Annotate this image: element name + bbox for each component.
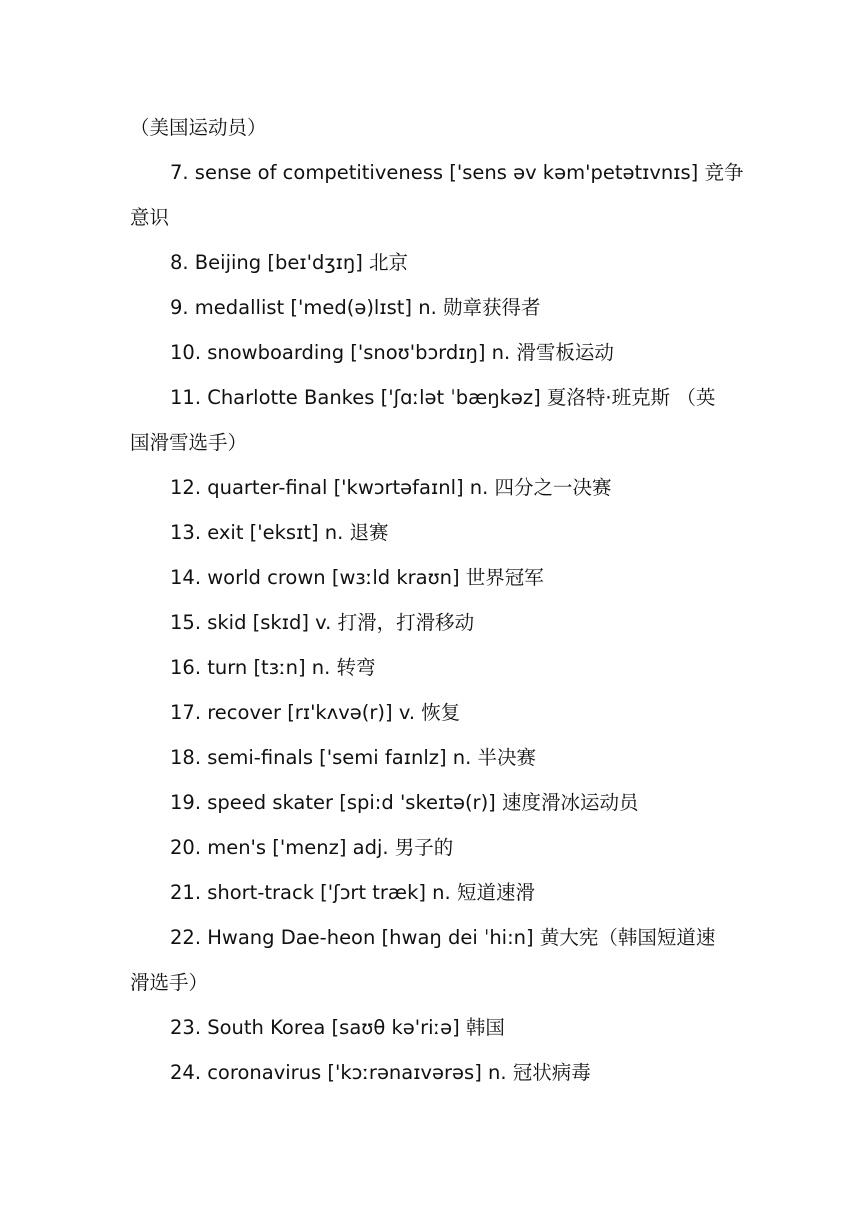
vocab-entry-23: 23. South Korea [saʊθ kə'riːə] 韩国: [170, 1016, 505, 1039]
text-line-continuation: 意识: [130, 206, 170, 229]
text-line-continuation: （美国运动员）: [130, 116, 267, 139]
vocab-entry-11: 11. Charlotte Bankes ['ʃɑːlət ˈbæŋkəz] 夏洛特·班克斯 （英: [170, 386, 716, 409]
vocab-entry-14: 14. world crown [wɜːld kraʊn] 世界冠军: [170, 566, 544, 589]
vocab-entry-20: 20. men's ['menz] adj. 男子的: [170, 836, 454, 859]
vocab-entry-8: 8. Beijing [beɪ'dʒɪŋ] 北京: [170, 251, 409, 274]
text-line-continuation: 滑选手）: [130, 971, 209, 994]
vocab-entry-13: 13. exit ['eksɪt] n. 退赛: [170, 521, 389, 544]
vocab-entry-15: 15. skid [skɪd] v. 打滑，打滑移动: [170, 611, 475, 634]
vocab-entry-21: 21. short-track ['ʃɔrt træk] n. 短道速滑: [170, 881, 535, 904]
vocab-entry-19: 19. speed skater [spi:d 'skeɪtə(r)] 速度滑冰运动员: [170, 791, 639, 814]
vocab-entry-24: 24. coronavirus ['kɔːrənaɪvərəs] n. 冠状病毒: [170, 1061, 591, 1084]
vocab-entry-17: 17. recover [rɪ'kʌvə(r)] v. 恢复: [170, 701, 461, 724]
text-line-continuation: 国滑雪选手）: [130, 431, 248, 454]
vocab-entry-18: 18. semi-finals ['semi faɪnlz] n. 半决赛: [170, 746, 537, 769]
vocab-entry-22: 22. Hwang Dae-heon [hwaŋ dei ˈhi:n] 黄大宪（韩国短道速: [170, 926, 716, 949]
vocab-entry-10: 10. snowboarding ['snoʊ'bɔrdɪŋ] n. 滑雪板运动: [170, 341, 614, 364]
vocab-entry-9: 9. medallist ['med(ə)lɪst] n. 勋章获得者: [170, 296, 541, 319]
vocab-entry-7: 7. sense of competitiveness ['sens əv kəm'petətɪvnɪs] 竞争: [170, 161, 744, 184]
vocab-entry-12: 12. quarter-final ['kwɔrtəfaɪnl] n. 四分之一决赛: [170, 476, 612, 499]
vocab-entry-16: 16. turn [tɜːn] n. 转弯: [170, 656, 376, 679]
